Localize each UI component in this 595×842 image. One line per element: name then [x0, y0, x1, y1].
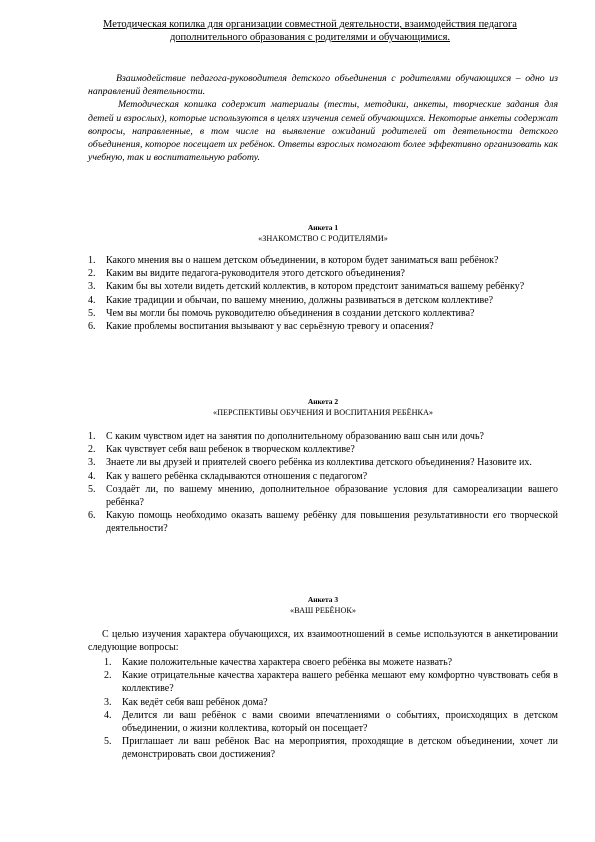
list-item: 1. Какие положительные качества характера своего ребёнка вы можете назвать?	[104, 657, 453, 668]
anketa-2-header	[88, 396, 558, 418]
list-item: 4. Какие традиции и обычаи, по вашему мнению, должны развиваться в детском коллективе?	[88, 294, 494, 306]
intro-paragraph: Методическая копилка содержит материалы (тесты, методики, анкеты, творческие задания для детей и взрослых), которые используются в целях изучения семей обучающихся. Некоторые анкеты содержат вопросы, направленные, в том числе на выявление ожиданий родителей от деятельности детского объединения, которое посещает их ребёнок. Ответы взрослых помогают более эффективно организовать как учебную, так и воспитательную работу.	[88, 99, 558, 164]
anketa-number: Анкета 3	[307, 595, 339, 604]
anketa-3-lead: С целью изучения характера обучающихся, их взаимоотношений в семье используются в анкетировании следующие вопросы:	[88, 629, 558, 654]
list-item: 5. Приглашает ли ваш ребёнок Вас на мероприятия, проходящие в детском объединении, хочет ли демонстрировать свои достижения?	[104, 736, 558, 761]
anketa-title: «ВАШ РЕБЁНОК»	[290, 606, 356, 615]
list-item: 1. Какого мнения вы о нашем детском объединении, в котором будет заниматься ваш ребёнок?	[88, 255, 499, 266]
list-item: 4. Как у вашего ребёнка складываются отношения с педагогом?	[88, 470, 368, 482]
anketa-number: Анкета 1	[307, 223, 339, 232]
list-item: 2. Как чувствует себя ваш ребенок в творческом коллективе?	[88, 444, 355, 456]
list-item: 5. Чем вы могли бы помочь руководителю объединения в создании детского коллектива?	[88, 307, 475, 319]
list-item: 3. Как ведёт себя ваш ребёнок дома?	[104, 696, 268, 708]
document-title: Методическая копилка для организации совместной деятельности, взаимодействия педагога дополнительного образования с родителями и обучающимися.	[103, 19, 517, 43]
anketa-3-header	[88, 594, 558, 616]
list-item: 2. Каким вы видите педагога-руководителя этого детского объединения?	[88, 268, 405, 280]
list-item: 3. Каким бы вы хотели видеть детский коллектив, в котором предстоит заниматься вашему ребёнку?	[88, 281, 525, 293]
list-item: 6. Какую помощь необходимо оказать вашему ребёнку для повышения результативности его творческой деятельности?	[88, 510, 558, 535]
anketa-number: Анкета 2	[307, 397, 339, 406]
anketa-1-questions	[88, 254, 558, 333]
anketa-1-header	[88, 222, 558, 244]
list-item: 5. Создаёт ли, по вашему мнению, дополнительное образование условия для самореализации вашего ребёнка?	[88, 483, 558, 509]
intro-block	[88, 72, 558, 164]
list-item: 1. С каким чувством идет на занятия по дополнительному образованию ваш сын или дочь?	[88, 431, 484, 442]
anketa-3-questions	[104, 656, 558, 762]
list-item: 2. Какие отрицательные качества характера вашего ребёнка мешают ему комфортно чувствовать себя в коллективе?	[104, 670, 558, 695]
anketa-title: «ЗНАКОМСТВО С РОДИТЕЛЯМИ»	[258, 234, 388, 243]
anketa-2-questions	[88, 430, 558, 536]
list-item: 6. Какие проблемы воспитания вызывают у вас серьёзную тревогу и опасения?	[88, 321, 434, 333]
intro-paragraph: Взаимодействие педагога-руководителя детского объединения с родителями обучающихся – одно из направлений деятельности.	[88, 73, 558, 98]
anketa-title: «ПЕРСПЕКТИВЫ ОБУЧЕНИЯ И ВОСПИТАНИЯ РЕБЁНКА»	[212, 408, 434, 417]
list-item: 4. Делится ли ваш ребёнок с вами своими впечатлениями о событиях, происходящих в детском объединении, о жизни коллектива, который он посещает?	[104, 709, 558, 735]
list-item: 3. Знаете ли вы друзей и приятелей своего ребёнка из коллектива детского объединения? Назовите их.	[88, 457, 532, 469]
